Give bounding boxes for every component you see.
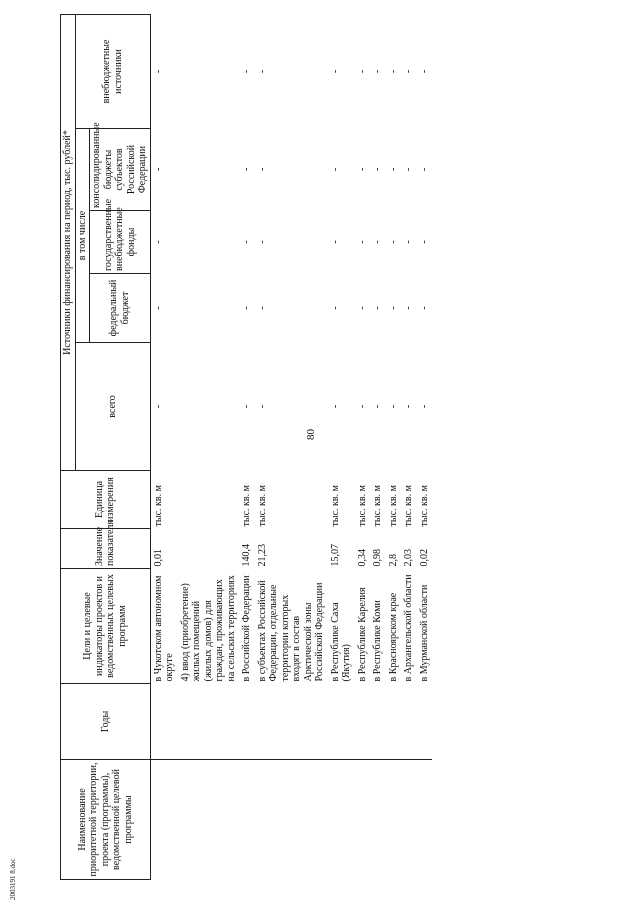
header-extra: внебюджетные источники	[75, 14, 150, 128]
cell-federal	[178, 274, 240, 343]
cell-unit: тыс. кв. м	[418, 485, 430, 527]
cell-unit: тыс. кв. м	[241, 485, 252, 527]
cell-extra: -	[356, 69, 368, 74]
cell-value: 2,8	[387, 554, 399, 567]
cell-state-funds: -	[356, 240, 368, 244]
cell-consolidated: -	[241, 167, 252, 172]
cell-name	[239, 760, 255, 880]
cell-consolidated: -	[329, 167, 341, 172]
cell-unit: тыс. кв. м	[150, 471, 178, 529]
cell-extra: -	[403, 69, 414, 74]
cell-unit: тыс. кв. м	[403, 485, 414, 527]
table-row	[255, 14, 328, 879]
cell-years	[401, 684, 417, 760]
cell-name	[386, 760, 402, 880]
cell-name	[401, 760, 417, 880]
cell-federal: -	[241, 306, 252, 310]
cell-federal: -	[150, 274, 178, 343]
cell-value: 0,98	[372, 549, 383, 567]
cell-extra: -	[150, 14, 178, 128]
cell-total: -	[329, 404, 341, 409]
cell-goal: в Российской Федерации	[241, 575, 252, 682]
header-federal: федеральный бюджет	[90, 274, 151, 343]
cell-years	[386, 684, 402, 760]
cell-extra: -	[418, 69, 430, 74]
table-row	[239, 14, 255, 879]
cell-years	[150, 684, 178, 760]
cell-state-funds	[178, 211, 240, 274]
cell-extra: -	[256, 69, 268, 74]
cell-value: 0,01	[150, 529, 178, 569]
cell-years	[355, 684, 371, 760]
table-row	[355, 14, 371, 879]
cell-federal: -	[418, 306, 430, 310]
cell-name	[370, 760, 386, 880]
cell-total: -	[387, 404, 399, 409]
table-row	[178, 14, 240, 879]
header-total: всего	[75, 343, 150, 471]
header-unit: Единица измерения	[61, 471, 151, 529]
cell-years	[417, 684, 433, 760]
cell-years	[328, 684, 355, 760]
header-years: Годы	[61, 684, 151, 760]
cell-total: -	[241, 404, 252, 409]
cell-consolidated: -	[356, 167, 368, 172]
header-sources: Источники финансирования на период, тыс. рублей*	[61, 14, 76, 470]
cell-goal: в Мурманской области	[418, 584, 430, 682]
cell-unit: тыс. кв. м	[387, 485, 399, 527]
cell-value: 0,34	[356, 549, 368, 567]
cell-consolidated: -	[387, 167, 399, 172]
cell-years	[178, 684, 240, 760]
cell-goal: 4) ввод (приобретение) жилых помещений (жилых домов) для граждан, проживающих на сельских территориях	[179, 575, 237, 682]
table-row	[150, 14, 178, 879]
cell-total: -	[372, 404, 383, 409]
cell-federal: -	[372, 306, 383, 310]
cell-name	[255, 760, 328, 880]
cell-federal: -	[403, 306, 414, 310]
cell-federal: -	[256, 306, 268, 310]
cell-value: 2,03	[403, 549, 414, 567]
cell-consolidated: -	[372, 167, 383, 172]
cell-unit: тыс. кв. м	[256, 485, 268, 527]
cell-value: 15,07	[329, 544, 341, 567]
cell-value	[178, 529, 240, 569]
table-header	[61, 14, 151, 879]
cell-goal: в субъектах Российской Федерации, отдельные территории которых входят в состав Арктической зоны Российской Федерации	[256, 580, 325, 682]
table-row	[370, 14, 386, 879]
header-consolidated: консолидированные бюджеты субъектов Российской Федерации	[90, 129, 151, 211]
header-state-funds: государственные внебюджетные фонды	[90, 211, 151, 274]
cell-extra: -	[372, 69, 383, 74]
cell-goal: в Республике Коми	[372, 600, 383, 682]
funding-table	[60, 14, 432, 880]
cell-total	[178, 343, 240, 471]
cell-goal: в Чукотском автономном округе	[150, 569, 178, 684]
cell-state-funds: -	[372, 240, 383, 244]
cell-years	[255, 684, 328, 760]
table-row	[328, 14, 355, 879]
cell-unit: тыс. кв. м	[372, 485, 383, 527]
document-file-name: 2003191 8.doc	[9, 858, 17, 900]
cell-name	[178, 760, 240, 880]
cell-name	[355, 760, 371, 880]
cell-total: -	[356, 404, 368, 409]
cell-unit: тыс. кв. м	[356, 485, 368, 527]
cell-total: -	[418, 404, 430, 409]
cell-goal: в Республике Саха (Якутия)	[329, 602, 352, 682]
table-row	[386, 14, 402, 879]
cell-state-funds: -	[150, 211, 178, 274]
cell-extra: -	[241, 69, 252, 74]
header-incl: в том числе	[75, 129, 90, 343]
cell-state-funds: -	[418, 240, 430, 244]
cell-federal: -	[387, 306, 399, 310]
table-row	[417, 14, 433, 879]
cell-extra: -	[329, 69, 341, 74]
cell-years	[370, 684, 386, 760]
cell-state-funds: -	[241, 240, 252, 244]
cell-consolidated: -	[403, 167, 414, 172]
cell-years	[239, 684, 255, 760]
cell-unit	[178, 471, 240, 529]
cell-extra: -	[387, 69, 399, 74]
cell-state-funds: -	[329, 240, 341, 244]
cell-state-funds: -	[403, 240, 414, 244]
cell-consolidated	[178, 129, 240, 211]
cell-total: -	[150, 343, 178, 471]
cell-consolidated: -	[418, 167, 430, 172]
cell-value: 140,4	[241, 544, 252, 567]
table-body	[150, 14, 432, 879]
cell-name	[417, 760, 433, 880]
cell-goal: в Красноярском крае	[387, 592, 399, 682]
cell-consolidated: -	[150, 129, 178, 211]
header-name: Наименование приоритетной территории, проекта (программы), ведомственной целевой программы	[61, 760, 151, 880]
cell-federal: -	[356, 306, 368, 310]
table-row	[401, 14, 417, 879]
cell-goal: в Архангельской области	[403, 574, 414, 682]
page-number: 80	[305, 429, 317, 440]
cell-extra	[178, 14, 240, 128]
cell-state-funds: -	[387, 240, 399, 244]
header-goals: Цели и целевые индикаторы проектов и ведомственных целевых программ	[61, 569, 151, 684]
cell-consolidated: -	[256, 167, 268, 172]
cell-goal: в Республике Карелия	[356, 587, 368, 682]
cell-name	[328, 760, 355, 880]
cell-total: -	[403, 404, 414, 409]
cell-total: -	[256, 404, 268, 409]
cell-value: 0,02	[418, 549, 430, 567]
cell-name	[150, 760, 178, 880]
cell-value: 21,23	[256, 544, 268, 567]
cell-state-funds: -	[256, 240, 268, 244]
cell-unit: тыс. кв. м	[329, 485, 341, 527]
cell-federal: -	[329, 306, 341, 310]
header-value: Значение показателя	[61, 529, 151, 569]
